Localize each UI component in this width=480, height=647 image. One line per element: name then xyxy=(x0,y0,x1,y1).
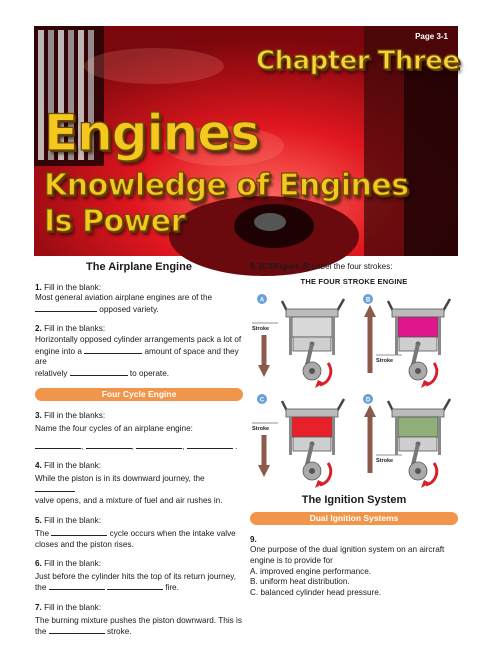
crankshaft-center xyxy=(309,368,315,374)
section-title-airplane-engine: The Airplane Engine xyxy=(86,261,192,273)
question-instruction: Fill in the blanks: xyxy=(44,411,106,421)
question-number: 5. xyxy=(35,515,42,525)
section-band-dual-ignition: Dual Ignition Systems xyxy=(250,512,458,525)
question-7 xyxy=(35,603,243,638)
question-text: fire. xyxy=(165,583,179,593)
combustion-chamber xyxy=(398,417,438,437)
answer-blank[interactable] xyxy=(49,582,105,590)
question-text: valve opens, and a mixture of fuel and air rushes in. xyxy=(35,495,223,505)
stroke-direction-arrow xyxy=(262,335,267,365)
combustion-chamber xyxy=(398,317,438,337)
question-text: Most general aviation airplane engines are of the xyxy=(35,293,213,303)
answer-blank[interactable] xyxy=(86,441,132,449)
question-number: 2. xyxy=(35,324,42,334)
question-text: relatively xyxy=(35,368,68,378)
crankshaft-center xyxy=(415,368,421,374)
question-text: opposed variety. xyxy=(99,304,159,314)
question-4 xyxy=(35,461,243,506)
right-column xyxy=(250,262,458,598)
stroke-direction-arrowhead xyxy=(258,465,270,477)
answer-blank[interactable] xyxy=(70,368,128,376)
four-stroke-diagram xyxy=(250,291,458,491)
stroke-direction-arrowhead xyxy=(364,405,376,417)
section-title-ignition-system: The Ignition System xyxy=(301,494,407,507)
answer-blank[interactable] xyxy=(136,441,182,449)
question-text: The burning mixture pushes the piston downward. This is xyxy=(35,615,242,625)
cylinder-wall xyxy=(438,317,441,355)
question-instruction: Fill in the blank: xyxy=(44,603,102,613)
question-number: 8. xyxy=(250,262,257,271)
cylinder-head xyxy=(392,309,444,317)
stroke-label: Stroke xyxy=(376,458,394,465)
stroke-direction-arrowhead xyxy=(364,305,376,317)
question-8 xyxy=(250,262,458,273)
question-instruction: Fill in the blank: xyxy=(44,461,102,471)
stroke-badge-label: C xyxy=(259,397,265,404)
four-stroke-figure xyxy=(250,291,458,491)
question-number: 6. xyxy=(35,559,42,569)
cylinder-wall xyxy=(332,317,335,355)
question-text: One purpose of the dual ignition system on an aircraft xyxy=(250,545,445,555)
stroke-direction-arrow xyxy=(368,417,373,473)
cylinder-wall xyxy=(289,417,292,455)
answer-blank[interactable] xyxy=(187,441,233,449)
stroke-label: Stroke xyxy=(376,358,394,365)
question-text: amount of space and they are xyxy=(35,346,239,367)
crankshaft-center xyxy=(309,468,315,474)
question-instruction: Fill in the blank: xyxy=(44,515,102,525)
answer-blank[interactable] xyxy=(49,626,105,634)
question-instruction: Fill in the blank: xyxy=(44,559,102,569)
answer-blank[interactable] xyxy=(35,441,81,449)
crankshaft-center xyxy=(415,468,421,474)
question-instruction: Fill in the blanks: xyxy=(44,324,106,334)
cylinder-head xyxy=(392,409,444,417)
figure-title: THE FOUR STROKE ENGINE xyxy=(300,276,408,286)
rotation-arrow xyxy=(320,463,331,485)
chapter-subtitle-line2: Is Power xyxy=(44,204,185,239)
question-text: engine into a xyxy=(35,346,82,356)
answer-blank[interactable] xyxy=(35,484,75,492)
stroke-badge-label: D xyxy=(365,397,371,404)
stroke-badge-label: A xyxy=(259,297,265,304)
question-6 xyxy=(35,559,243,594)
figure-reference: [C3/Figure 3] xyxy=(259,262,310,271)
question-instruction: Fill in the blank: xyxy=(44,282,102,292)
answer-blank[interactable] xyxy=(51,528,107,536)
question-text: engine is to provide for xyxy=(250,555,333,565)
question-text: Horizontally opposed cylinder arrangements pack a lot of xyxy=(35,334,242,344)
rotation-arrow xyxy=(320,363,331,385)
cylinder-wall xyxy=(332,417,335,455)
question-text: Label the four strokes: xyxy=(311,262,393,271)
question-text: closes and the piston rises. xyxy=(35,539,134,549)
rotation-arrow xyxy=(426,363,437,385)
chapter-title: Engines xyxy=(44,104,259,162)
stroke-direction-arrow xyxy=(262,435,267,465)
stroke-label: Stroke xyxy=(252,426,270,433)
question-3: 3. Fill in the blanks: Name the four cycles of an airplane engine: , , , . xyxy=(35,411,243,452)
question-text: Name the four cycles of an airplane engine: xyxy=(35,423,193,433)
chapter-label: Chapter Three xyxy=(256,46,460,76)
question-1 xyxy=(35,283,243,316)
cylinder-wall xyxy=(289,317,292,355)
combustion-chamber xyxy=(292,417,332,437)
answer-choice-c[interactable]: C. balanced cylinder head pressure. xyxy=(250,587,382,597)
question-9 xyxy=(250,535,458,599)
stroke-badge-label: B xyxy=(365,297,371,304)
question-number: 1. xyxy=(35,282,42,292)
cylinder-wall xyxy=(438,417,441,455)
question-5 xyxy=(35,516,243,551)
stroke-label: Stroke xyxy=(252,326,270,333)
answer-choice-a[interactable]: A. improved engine performance. xyxy=(250,566,372,576)
cylinder-head xyxy=(286,309,338,317)
combustion-chamber xyxy=(292,317,332,337)
section-band-four-cycle: Four Cycle Engine xyxy=(35,388,243,401)
rotation-arrow xyxy=(426,463,437,485)
chapter-banner xyxy=(34,26,458,256)
question-2 xyxy=(35,324,243,379)
question-text: the xyxy=(35,627,47,637)
cylinder-wall xyxy=(395,417,398,455)
answer-choice-b[interactable]: B. uniform heat distribution. xyxy=(250,577,350,587)
stroke-direction-arrowhead xyxy=(258,365,270,377)
page-number: Page 3-1 xyxy=(415,32,448,41)
question-number: 9. xyxy=(250,534,257,544)
stroke-direction-arrow xyxy=(368,317,373,373)
cylinder-head xyxy=(286,409,338,417)
left-column xyxy=(35,262,243,647)
question-text: to operate. xyxy=(129,368,170,378)
cylinder-wall xyxy=(395,317,398,355)
question-number: 7. xyxy=(35,603,42,613)
chapter-subtitle-line1: Knowledge of Engines xyxy=(44,168,409,203)
question-text: cycle occurs when the intake valve xyxy=(109,529,236,539)
question-number: 4. xyxy=(35,461,42,471)
question-text: stroke. xyxy=(106,627,132,637)
answer-blank[interactable] xyxy=(84,346,142,354)
answer-blank[interactable] xyxy=(107,582,163,590)
question-number: 3. xyxy=(35,411,42,421)
question-text: the xyxy=(35,583,47,593)
question-text: The xyxy=(35,529,50,539)
question-text: While the piston is in its downward journey, the xyxy=(35,473,205,483)
question-text: Just before the cylinder hits the top of its return journey, xyxy=(35,571,237,581)
answer-blank[interactable] xyxy=(35,304,97,312)
